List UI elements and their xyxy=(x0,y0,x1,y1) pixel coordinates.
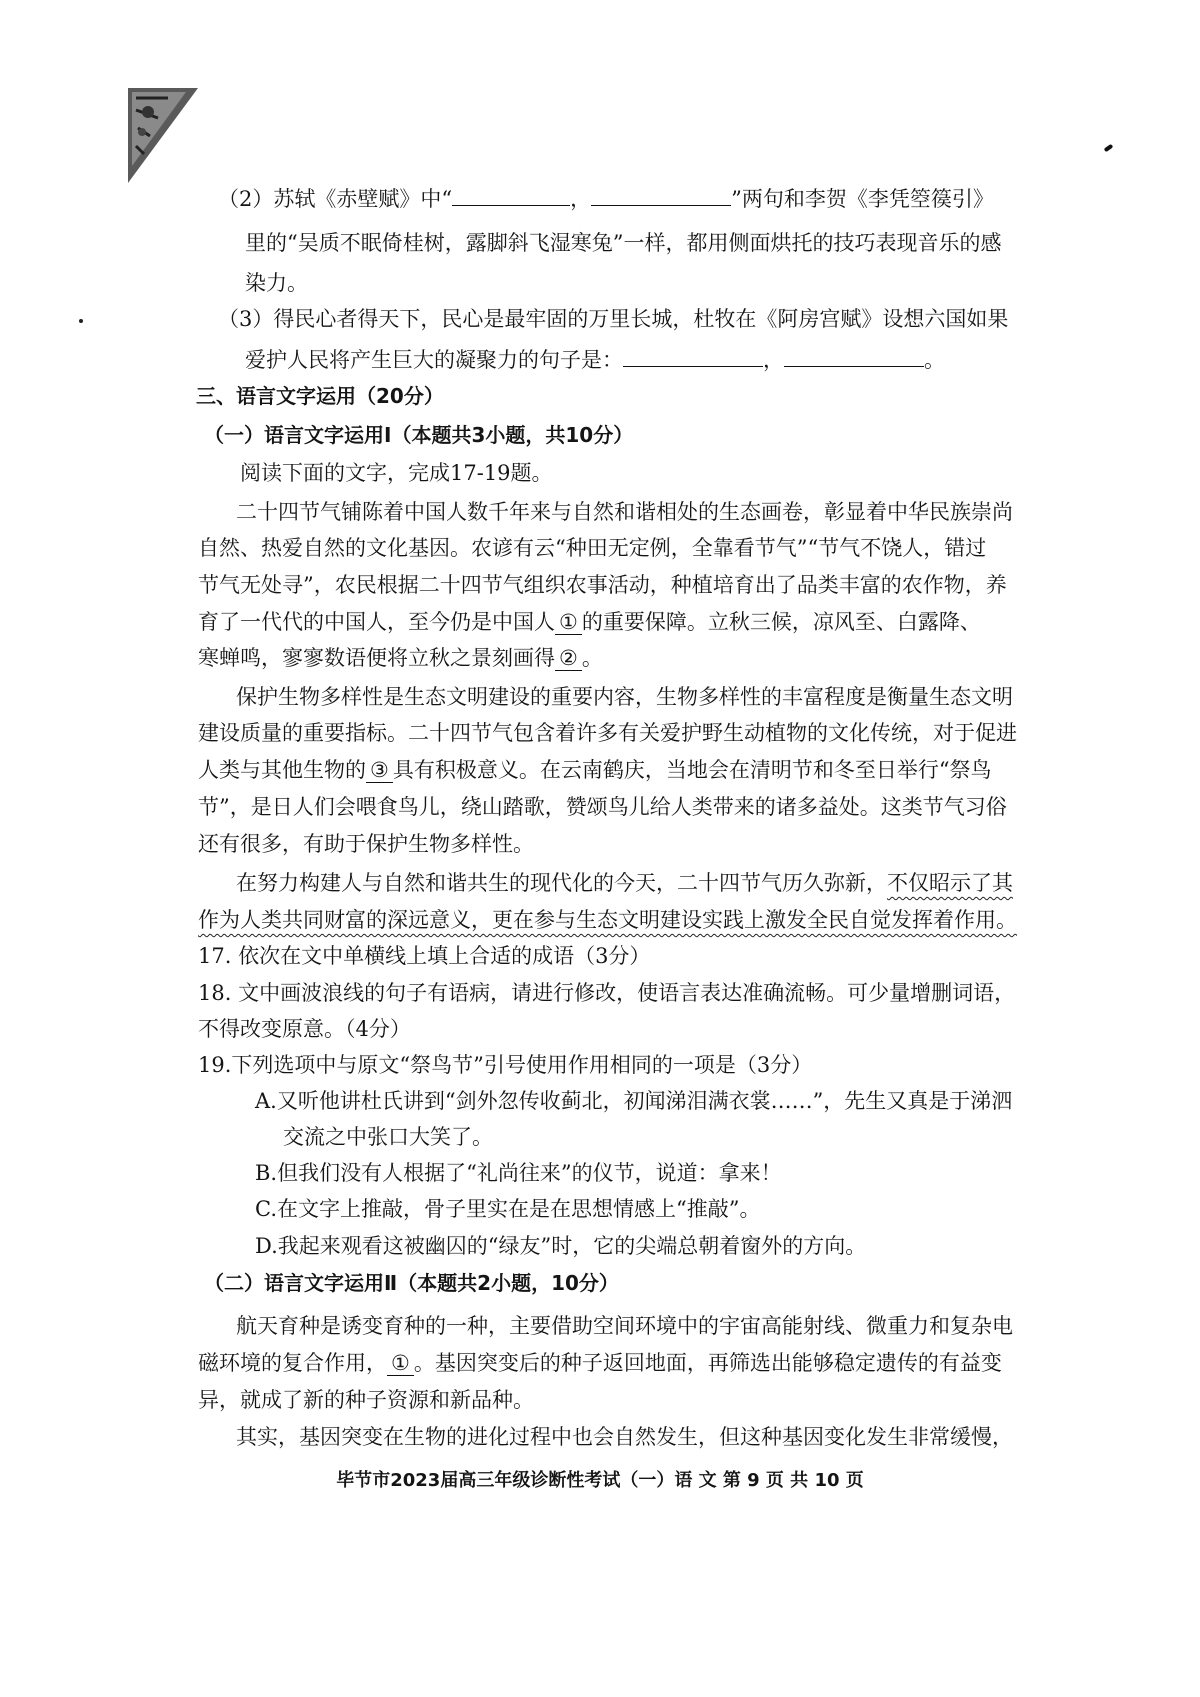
part2-title: （二）语言文字运用Ⅱ（本题共2小题，10分） xyxy=(204,1271,619,1295)
passage-line xyxy=(198,905,1017,935)
passage-text: 育了一代代的中国人，至今仍是中国人 xyxy=(198,610,555,634)
part1-instruction: 阅读下面的文字，完成17-19题。 xyxy=(240,461,553,485)
passage-line: 其实，基因突变在生物的进化过程中也会自然发生，但这种基因变化发生非常缓慢， xyxy=(236,1425,1013,1449)
answer-blank[interactable] xyxy=(591,183,731,206)
passage-text: 具有积极意义。在云南鹤庆，当地会在清明节和冬至日举行“祭鸟 xyxy=(392,758,992,782)
passage-line xyxy=(198,607,981,637)
option-c[interactable]: C.在文字上推敲，骨子里实在是在思想情感上“推敲”。 xyxy=(255,1197,761,1221)
option-b[interactable]: B.但我们没有人根据了“礼尚往来”的仪节，说道：拿来！ xyxy=(255,1161,782,1185)
passage-line: 节气无处寻”，农民根据二十四节气组织农事活动，种植培育出了品类丰富的农作物，养 xyxy=(198,573,1007,597)
passage-line: 节”，是日人们会喂食鸟儿，绕山踏歌，赞颂鸟儿给人类带来的诸多益处。这类节气习俗 xyxy=(198,795,1007,819)
answer-blank[interactable] xyxy=(452,183,570,206)
q2-line3: 染力。 xyxy=(245,271,308,295)
passage-text: 人类与其他生物的 xyxy=(198,758,366,782)
option-a-cont: 交流之中张口大笑了。 xyxy=(283,1125,493,1149)
blank-1[interactable]: ① xyxy=(555,610,582,635)
scan-dot xyxy=(79,319,83,323)
blank-2[interactable]: ② xyxy=(555,646,582,671)
blank-3[interactable]: ③ xyxy=(366,758,393,783)
passage-line xyxy=(198,643,603,673)
passage-line: 建设质量的重要指标。二十四节气包含着许多有关爱护野生动植物的文化传统，对于促进 xyxy=(198,721,1017,745)
q2-comma: ， xyxy=(570,187,592,211)
scan-mark xyxy=(1104,144,1114,152)
wavy-sentence: 不仅昭示了其 xyxy=(887,871,1013,895)
question-18-cont: 不得改变原意。（4分） xyxy=(198,1017,411,1041)
corner-decoration xyxy=(128,88,198,183)
passage-text: 。 xyxy=(581,646,603,670)
passage-line: 自然、热爱自然的文化基因。农谚有云“种田无定例，全靠看节气”“节气不饶人，错过 xyxy=(198,536,987,560)
part1-title: （一）语言文字运用Ⅰ（本题共3小题，共10分） xyxy=(204,423,634,447)
q2-line1 xyxy=(218,183,994,214)
passage-line: 保护生物多样性是生态文明建设的重要内容，生物多样性的丰富程度是衡量生态文明 xyxy=(236,685,1013,709)
blank-1[interactable]: ① xyxy=(387,1351,414,1376)
q3-comma: ， xyxy=(763,348,784,372)
question-17: 17. 依次在文中单横线上填上合适的成语（3分） xyxy=(198,944,651,968)
q2-line2: 里的“吴质不眠倚桂树，露脚斜飞湿寒兔”一样，都用侧面烘托的技巧表现音乐的感 xyxy=(245,231,1002,255)
q2-text-a: （2）苏轼《赤壁赋》中“ xyxy=(218,187,453,211)
passage-line xyxy=(198,1348,1002,1378)
passage-text: 。基因突变后的种子返回地面，再筛选出能够稳定遗传的有益变 xyxy=(413,1351,1002,1375)
page-footer: 毕节市2023届高三年级诊断性考试（一）语 文 第 9 页 共 10 页 xyxy=(336,1470,864,1491)
passage-line: 航天育种是诱变育种的一种，主要借助空间环境中的宇宙高能射线、微重力和复杂电 xyxy=(236,1314,1013,1338)
section-title: 三、语言文字运用（20分） xyxy=(196,384,444,408)
passage-line xyxy=(198,755,992,785)
passage-line: 异，就成了新的种子资源和新品种。 xyxy=(198,1388,534,1412)
answer-blank[interactable] xyxy=(623,344,763,367)
passage-line xyxy=(236,868,1013,898)
question-18: 18. 文中画波浪线的句子有语病，请进行修改，使语言表达准确流畅。可少量增删词语， xyxy=(198,981,1016,1005)
q2-text-c: ”两句和李贺《李凭箜篌引》 xyxy=(731,187,994,211)
option-a[interactable]: A.又听他讲杜氏讲到“剑外忽传收蓟北，初闻涕泪满衣裳……”，先生又真是于涕泗 xyxy=(255,1089,1013,1113)
passage-text: 的重要保障。立秋三候，凉风至、白露降、 xyxy=(581,610,981,634)
passage-text: 寒蝉鸣，寥寥数语便将立秋之景刻画得 xyxy=(198,646,555,670)
passage-text: 磁环境的复合作用， xyxy=(198,1351,387,1375)
question-19: 19.下列选项中与原文“祭鸟节”引号使用作用相同的一项是（3分） xyxy=(198,1053,813,1077)
q3-period: 。 xyxy=(924,348,945,372)
passage-text: 在努力构建人与自然和谐共生的现代化的今天，二十四节气历久弥新， xyxy=(236,871,887,895)
q3-line2 xyxy=(245,344,945,375)
passage-line: 二十四节气铺陈着中国人数千年来与自然和谐相处的生态画卷，彰显着中华民族崇尚 xyxy=(236,500,1013,524)
q3-text-a: 爱护人民将产生巨大的凝聚力的句子是： xyxy=(245,348,623,372)
answer-blank[interactable] xyxy=(784,344,924,367)
q3-line1: （3）得民心者得天下，民心是最牢固的万里长城，杜牧在《阿房宫赋》设想六国如果 xyxy=(218,307,1009,331)
passage-line: 还有很多，有助于保护生物多样性。 xyxy=(198,832,534,856)
option-d[interactable]: D.我起来观看这被幽囚的“绿友”时，它的尖端总朝着窗外的方向。 xyxy=(255,1234,867,1258)
wavy-sentence: 作为人类共同财富的深远意义，更在参与生态文明建设实践上激发全民自觉发挥着作用。 xyxy=(198,908,1017,932)
